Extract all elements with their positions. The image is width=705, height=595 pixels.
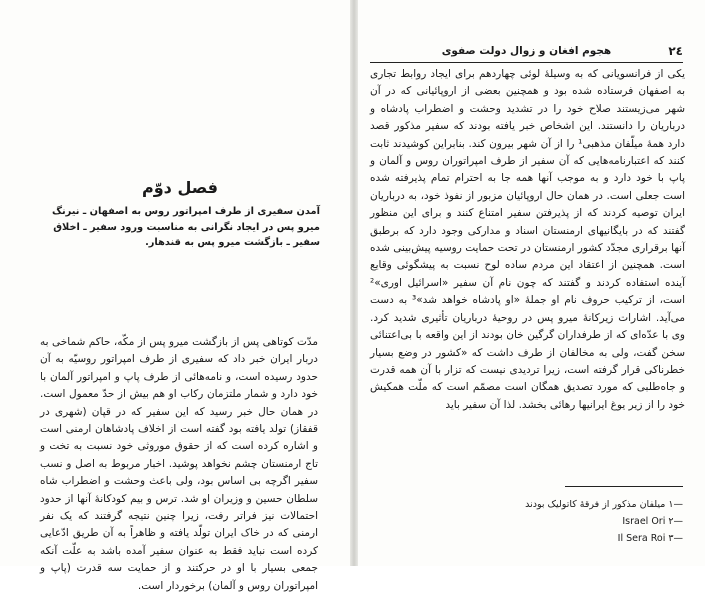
footnotes	[398, 496, 683, 547]
chapter-summary: آمدن سفیری از طرف امپراتور روس به اصفهان ـ نیرنگ میرو پس در ایجاد نگرانی به مناسبت ورود سفیر ـ اخلاق سفیر ـ بازگشت میرو پس به قندهار.	[51, 206, 320, 248]
footnote-1	[398, 496, 683, 513]
footnote-text: Israel Ori	[622, 516, 666, 527]
left-page	[0, 0, 350, 592]
footnote-text: Il Sera Roi	[617, 533, 666, 544]
footnote-3	[398, 530, 683, 547]
book-gutter	[350, 0, 358, 566]
footnote-number: —۲	[668, 516, 683, 527]
running-title: هجوم افغان و زوال دولت صفوی	[441, 45, 612, 57]
chapter-title: فصل دوّم	[142, 178, 218, 197]
left-page-body-text: مدّت کوتاهی پس از بازگشت میرو پس از مکّه، حاکم شماخی به دربار ایران خبر داد که سفیری از طرف امپراتور روسیّه به آن حدود رسیده است، و نامه‌هائی از طرف پاپ و امپراتور آلمان با خود دارد و شمار ملتزمان رکاب او هم بیش از حدّ معمول است. در همان حال خبر رسید که این سفیر که در قپان (شهری در قفقاز) تولد یافته بود گفته است از اخلاف پادشاهان ارمنی است و اشاره کرده است که از حقوق موروثی خود نسبت به تخت و تاج ارمنستان چشم نخواهد پوشید. اخبار مربوط به اصل و نسب سفیر اگرچه بی اساس بود، ولی باعث وحشت و اضطراب شاه سلطان حسین و وزیران او شد. ترس و بیم کودکانهٔ آنها از حدود احتمالات نیز فراتر رفت، زیرا چنین نتیجه گرفتند که یک نفر ارمنی که در خاک ایران تولّد یافته و ظاهراً به آن طریق ادّعایی کرده است نباید فقط به عنوان سفیر آمده باشد به علّت آنکه جمعی بسیار با او در حرکتند و از حمایت سه قدرت (پاپ و امپراتوران روس و آلمان) برخوردار است.	[40, 336, 318, 592]
right-page	[358, 0, 705, 566]
footnote-divider	[565, 486, 683, 487]
right-page-body-text: یکی از فرانسویانی که به وسیلهٔ لوئی چهاردهم برای ایجاد روابط تجاری به اصفهان فرستاده شده بود و همچنین بعضی از اروپائیانی که در آن شهر می‌زیستند صلاح خود را در تشدید وحشت و اضطراب پادشاه و درباریان را دانستند. این اشخاص خبر یافته بودند که سفیر مذکور قصد دارد همهٔ میلّفان مذهبی¹ را از آن شهر بیرون کند. بنابراین کوشیدند ثابت کنند که اعتبارنامه‌هایی که آن سفیر از طرف امپراتوران روس و آلمان و پاپ با خود دارد و به موجب آنها همه جا به احترام تمام پذیرفته شده است جعلی است. در همان حال اروپائیان مزبور از نفوذ خود، به درباریان ایران توصیه کردند که از پذیرفتن سفیر امتناع کنند و برای این منظور گفتند که در بایگانیهای ارمنستان اسناد و مدارکی وجود دارد که برطبق آنها برقراری مجدّد کشور ارمنستان در تحت حمایت روسیه پیش‌بینی شده است. همچنین از اعتقاد این مردم ساده لوح نسبت به پیشگوئی وقایع آینده استفاده کردند و گفتند که چون نام آن سفیر «اسرائیل اوری»² است، از ترکیب حروف نام او جملهٔ «او پادشاه خواهد شد»³ به دست می‌آید. اشارات زیرکانهٔ میرو پس در روحیهٔ درباریان تأثیری شدید کرد. وی با عدّه‌ای که از طرفداران گرگین خان بودند از این واقعه با بی‌اعتنائی سخن گفت، ولی به مخالفان از طرف داشت که «کشور در وضع بسیار خطرناکی قرار گرفته است، زیرا تردیدی نیست که تزار با آن همه قدرت و جاه‌طلبی که مورد تصدیق همگان است مصمّم است که ملّت همکیش خود را از زیر یوغ ایرانیها رهائی بخشد. لذا آن سفیر باید	[370, 68, 686, 411]
footnote-number: —۱	[668, 499, 683, 510]
page-number: ٢٤	[668, 44, 683, 58]
footnote-number: —۳	[668, 533, 683, 544]
footnote-2	[398, 513, 683, 530]
footnote-text: میلفان مذکور از فرقهٔ کاتولیک بودند	[525, 499, 666, 510]
running-head	[370, 44, 683, 63]
